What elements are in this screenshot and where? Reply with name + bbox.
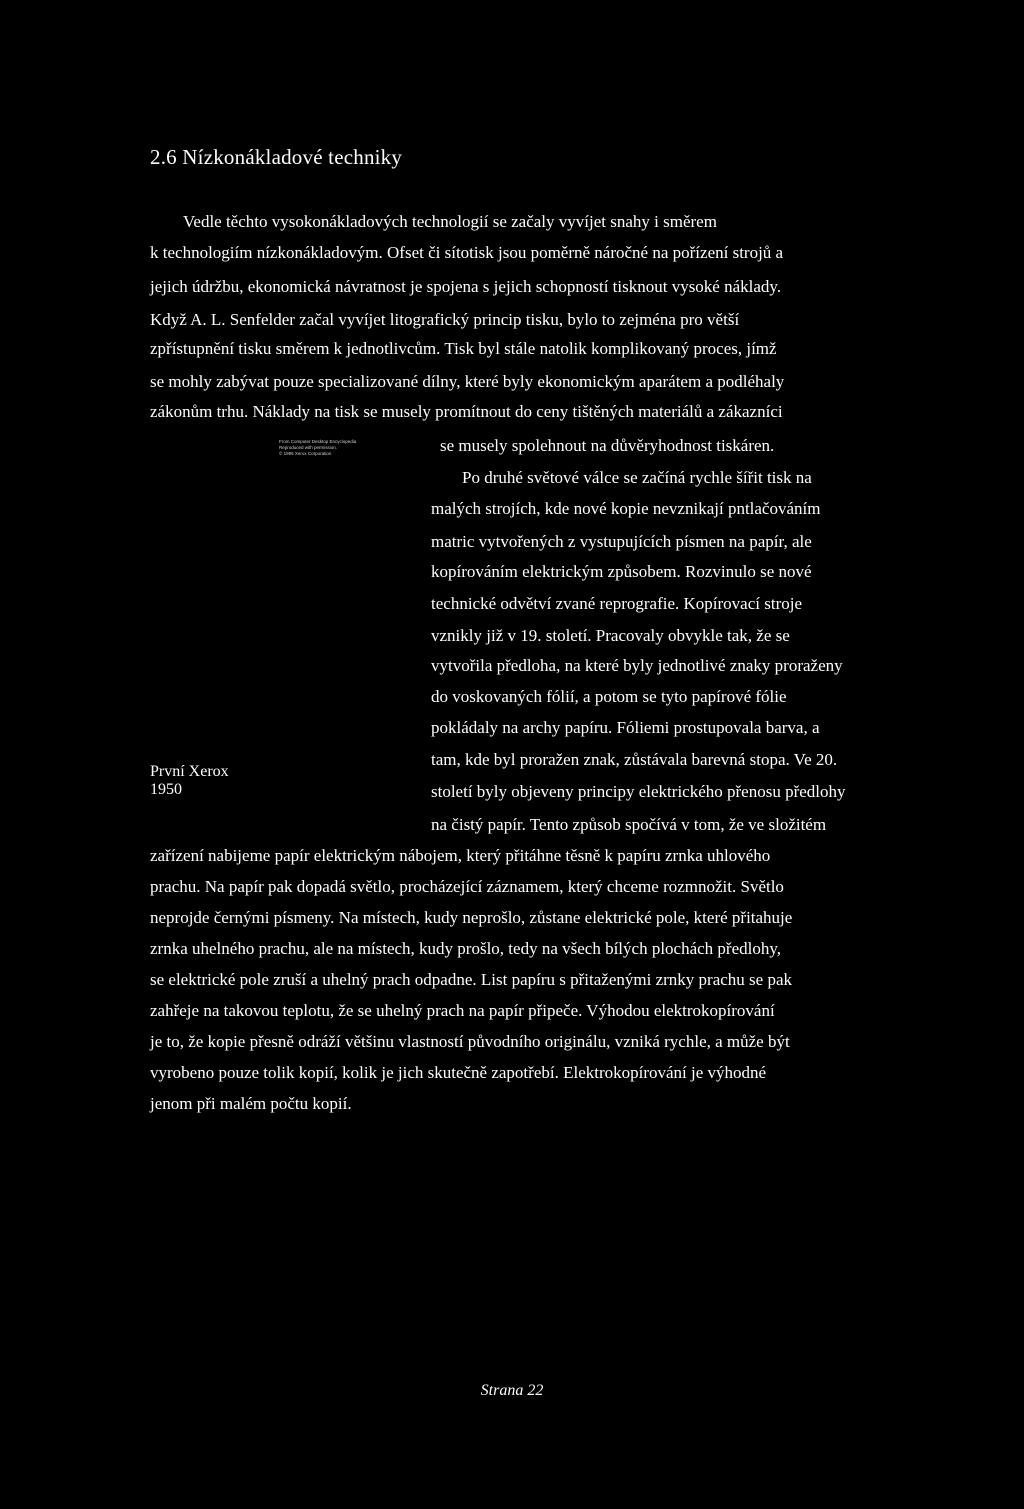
text-line: do voskovaných fólií, a potom se tyto papírové fólie — [431, 687, 787, 706]
text-line: kopírováním elektrickým způsobem. Rozvinulo se nové — [431, 562, 812, 581]
text-line: zpřístupnění tisku směrem k jednotlivcům. Tisk byl stále natolik komplikovaný proces, jímž — [150, 339, 777, 358]
text-line: vznikly již v 19. století. Pracovaly obvykle tak, že se — [431, 626, 790, 645]
text-line: století byly objeveny principy elektrického přenosu předlohy — [431, 782, 846, 801]
page-number: Strana 22 — [480, 1382, 544, 1399]
text-line: technické odvětví zvané reprografie. Kopírovací stroje — [431, 594, 803, 613]
text-line: jenom při malém počtu kopií. — [150, 1094, 352, 1113]
text-line: zahřeje na takovou teplotu, že se uhelný prach na papír připeče. Výhodou elektrokopírování — [150, 1001, 775, 1020]
text-line: zrnka uhelného prachu, ale na místech, kudy prošlo, tedy na všech bílých plochách předlohy, — [150, 939, 782, 958]
text-line: Vedle těchto vysokonákladových technologií se začaly vyvíjet snahy i směrem — [183, 212, 717, 231]
text-line: Když A. L. Senfelder začal vyvíjet litografický princip tisku, bylo to zejména pro větší — [150, 310, 740, 329]
text-line: zákonům trhu. Náklady na tisk se musely promítnout do ceny tištěných materiálů a zákazníci — [150, 402, 783, 421]
text-line: k technologiím nízkonákladovým. Ofset či sítotisk jsou poměrně náročné na pořízení strojů a — [150, 243, 784, 262]
text-line: matric vytvořených z vystupujících písmen na papír, ale — [431, 532, 812, 551]
figure-caption-year: 1950 — [150, 781, 182, 798]
image-credit-line: From Computer Desktop Encyclopedia — [279, 439, 357, 444]
image-credit-line: © 1996 Xerox Corporation — [279, 451, 332, 456]
image-credit-line: Reproduced with permission. — [279, 445, 338, 450]
text-line: prachu. Na papír pak dopadá světlo, procházející záznamem, který chceme rozmnožit. Světlo — [150, 877, 784, 896]
text-line: se elektrické pole zruší a uhelný prach odpadne. List papíru s přitaženými zrnky prachu se pak — [150, 970, 792, 989]
section-heading: 2.6 Nízkonákladové techniky — [150, 145, 403, 169]
image-credit — [279, 439, 356, 457]
text-line: je to, že kopie přesně odráží většinu vlastností původního originálu, vzniká rychle, a může být — [150, 1032, 790, 1051]
text-line: neprojde černými písmeny. Na místech, kudy neprošlo, zůstane elektrické pole, které přitahuje — [150, 908, 793, 927]
figure-caption-title: První Xerox — [150, 763, 229, 780]
text-line: vyrobeno pouze tolik kopií, kolik je jich skutečně zapotřebí. Elektrokopírování je výhodné — [150, 1063, 767, 1082]
text-line: na čistý papír. Tento způsob spočívá v tom, že ve složitém — [431, 815, 827, 834]
text-line: se mohly zabývat pouze specializované dílny, které byly ekonomickým aparátem a podléhaly — [150, 372, 785, 391]
text-line: se musely spolehnout na důvěryhodnost tiskáren. — [440, 436, 775, 455]
text-line: jejich údržbu, ekonomická návratnost je spojena s jejich schopností tisknout vysoké náklady. — [150, 277, 782, 296]
text-line: vytvořila předloha, na které byly jednotlivé znaky proraženy — [431, 656, 843, 675]
text-line: pokládaly na archy papíru. Fóliemi prostupovala barva, a — [431, 718, 820, 737]
text-line: malých strojích, kde nové kopie nevznikají pntlačováním — [431, 499, 821, 518]
xerox-photo — [150, 452, 400, 742]
text-line: Po druhé světové válce se začíná rychle šířit tisk na — [462, 468, 812, 487]
text-line: zařízení nabijeme papír elektrickým nábojem, který přitáhne těsně k papíru zrnka uhlového — [150, 846, 771, 865]
text-line: tam, kde byl proražen znak, zůstávala barevná stopa. Ve 20. — [431, 750, 838, 769]
